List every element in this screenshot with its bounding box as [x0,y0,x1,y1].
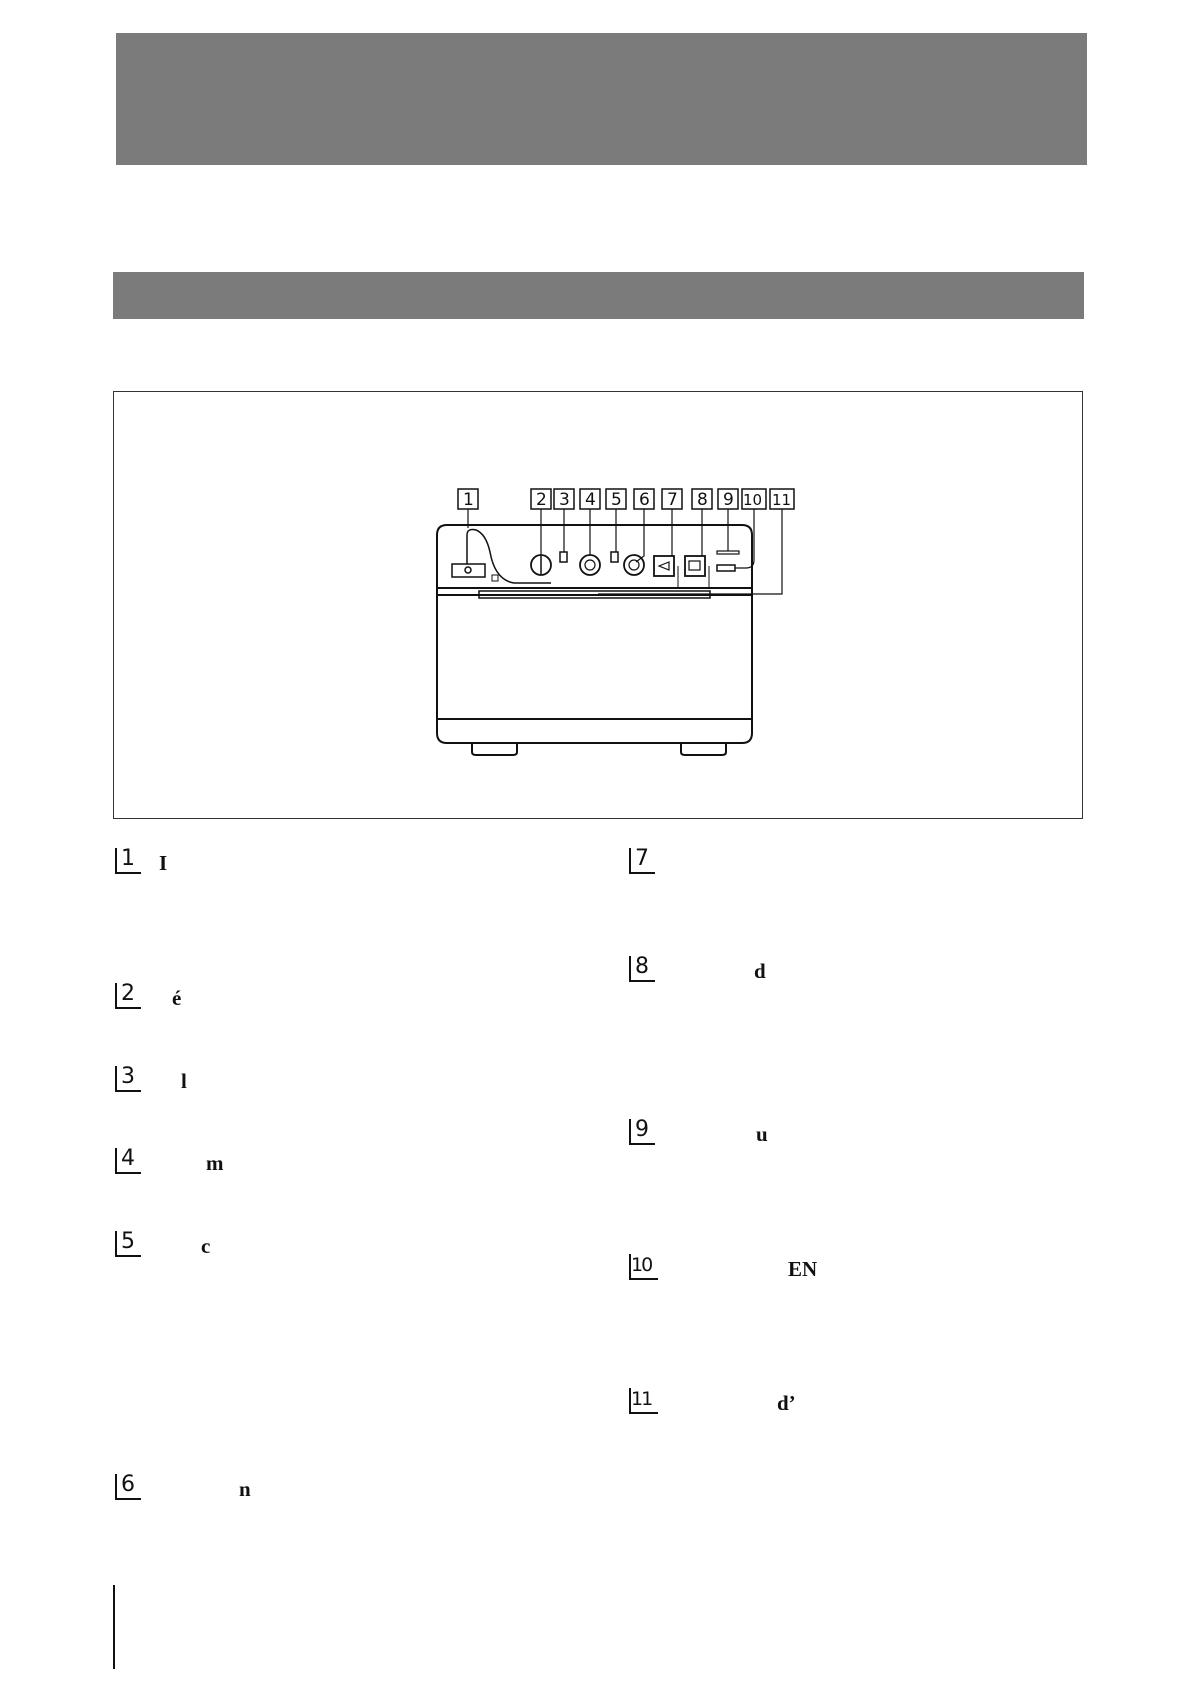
item-title: d’ [777,1391,796,1415]
callout-5 [606,489,626,510]
callout-7 [662,489,682,510]
figure-box [113,391,1083,819]
item-number: 8 [635,954,649,979]
callout-2 [531,489,551,510]
svg-text:2: 2 [536,490,547,510]
item-number: 6 [121,1472,135,1497]
printer-front-panel-illustration [114,392,1082,818]
item-number: 9 [635,1117,649,1142]
item-number: 2 [121,981,135,1006]
margin-rule [113,1585,115,1669]
svg-text:1: 1 [463,490,474,510]
callout-9 [718,489,738,510]
item-title: l [181,1069,187,1093]
item-title: c [201,1234,211,1258]
svg-text:8: 8 [697,490,708,510]
item-number: 4 [121,1146,135,1171]
callout-3 [554,489,574,510]
callout-4 [580,489,600,510]
title-band [116,33,1087,165]
item-number: 1 [121,846,135,871]
item-title: é [172,986,182,1010]
section-band [113,272,1084,319]
item-title: EN [788,1257,818,1281]
item-number: 3 [121,1064,135,1089]
svg-text:5: 5 [611,490,622,510]
callout-6 [634,489,654,510]
item-title: d [754,959,766,983]
item-number: 10 [631,1254,652,1276]
svg-text:10: 10 [743,491,763,509]
item-title: I [159,851,168,875]
item-title: m [206,1151,224,1175]
item-number: 11 [631,1388,652,1410]
item-title: n [239,1477,251,1501]
svg-text:11: 11 [772,491,792,509]
svg-text:7: 7 [667,490,678,510]
callout-10 [742,489,766,509]
svg-text:4: 4 [585,490,596,510]
item-number: 5 [121,1229,135,1254]
item-number: 7 [635,846,649,871]
callout-11 [770,489,794,509]
callout-8 [692,489,712,510]
svg-text:3: 3 [559,490,570,510]
svg-text:9: 9 [723,490,734,510]
callout-1 [458,489,478,510]
item-title: u [756,1122,768,1146]
svg-text:6: 6 [639,490,650,510]
